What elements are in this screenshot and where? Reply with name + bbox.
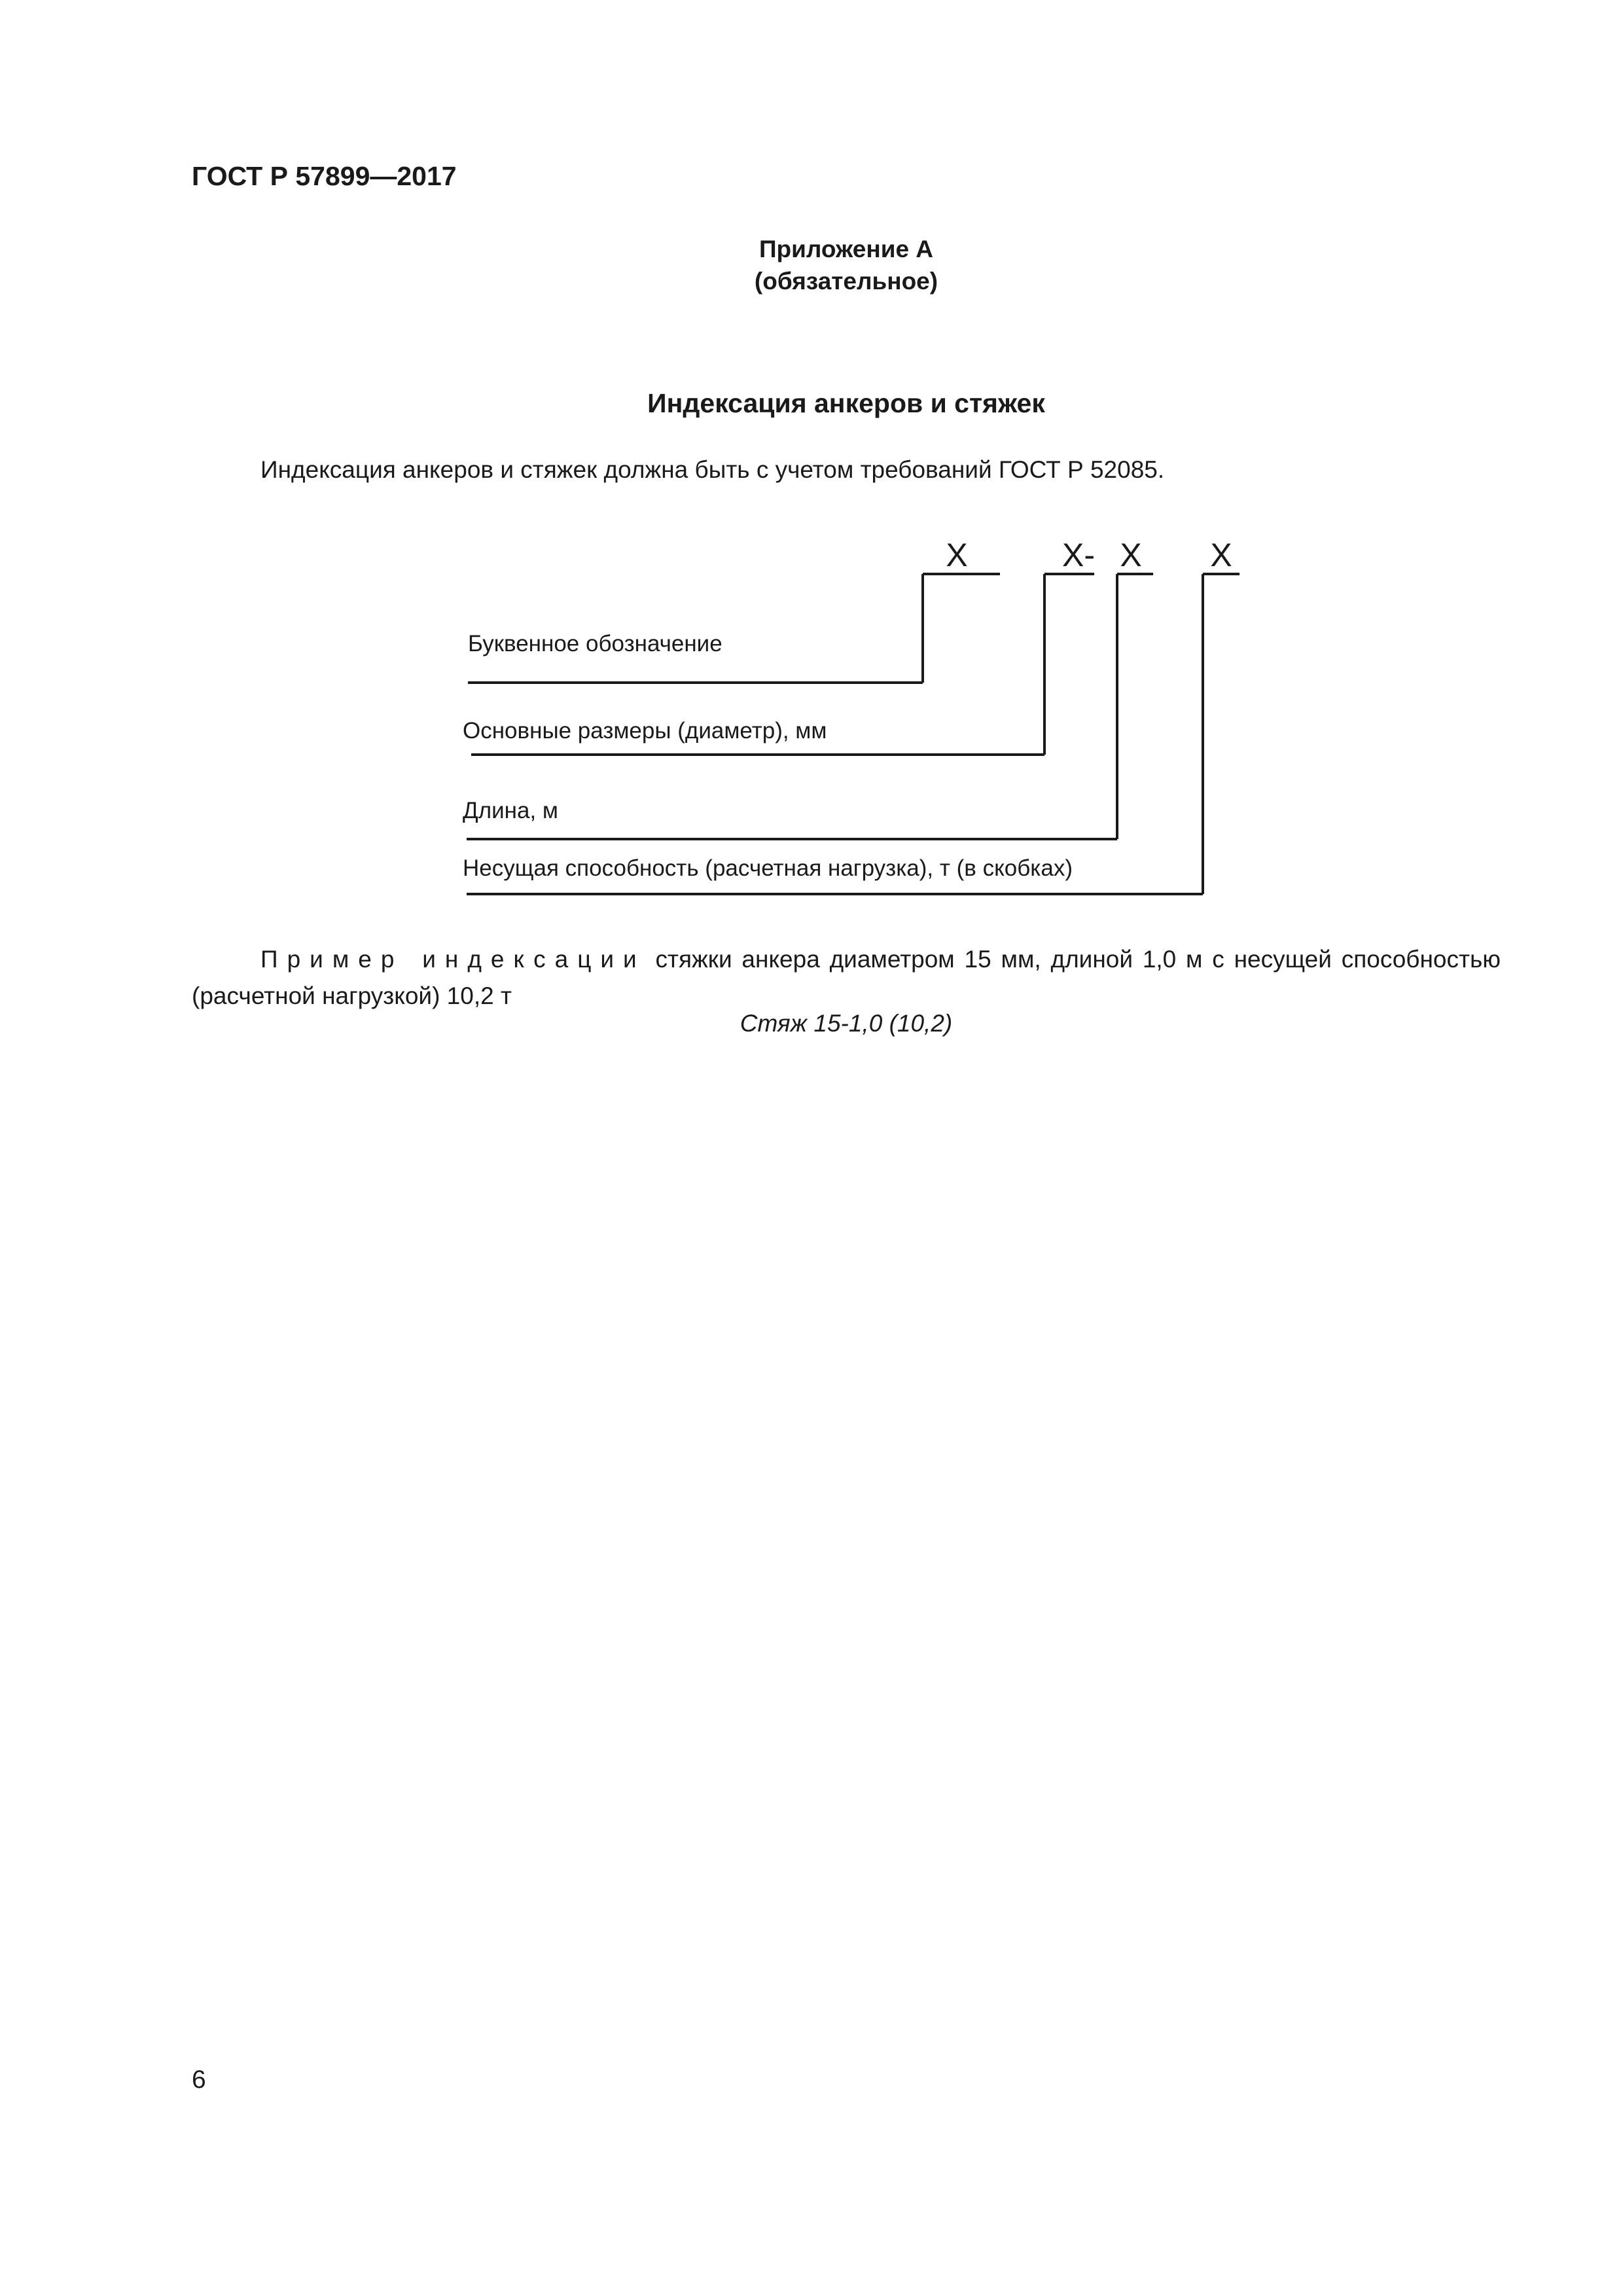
intro-paragraph: Индексация анкеров и стяжек должна быть с учетом требований ГОСТ Р 52085.: [260, 456, 1165, 483]
example-lead: Пример индексации: [260, 946, 646, 973]
scheme-label-letter-designation: Буквенное обозначение: [468, 631, 722, 656]
scheme-placeholder-capacity: Х: [1210, 537, 1232, 573]
example-line-1: [192, 941, 1501, 978]
scheme-label-length: Длина, м: [463, 798, 558, 823]
scheme-label-main-dimensions: Основные размеры (диаметр), мм: [463, 718, 827, 744]
document-number: ГОСТ Р 57899—2017: [192, 161, 457, 191]
scheme-placeholder-length: Х: [1120, 537, 1142, 573]
scheme-label-load-capacity: Несущая способность (расчетная нагрузка), т (в скобках): [463, 855, 1073, 881]
example-line-2: (расчетной нагрузкой) 10,2 т: [192, 982, 512, 1009]
appendix-title: Приложение А: [758, 236, 934, 262]
example-text-1: стяжки анкера диаметром 15 мм, длиной 1,0 м с несущей способностью: [655, 946, 1501, 973]
scheme-placeholder-diameter: Х-: [1062, 537, 1095, 573]
appendix-status: (обязательное): [754, 268, 938, 295]
example-paragraph: [192, 941, 1501, 1014]
example-formula: Стяж 15-1,0 (10,2): [740, 1010, 953, 1037]
scheme-placeholder-letter: Х: [946, 537, 968, 573]
page-number: 6: [192, 2066, 206, 2094]
section-title: Индексация анкеров и стяжек: [647, 388, 1045, 418]
